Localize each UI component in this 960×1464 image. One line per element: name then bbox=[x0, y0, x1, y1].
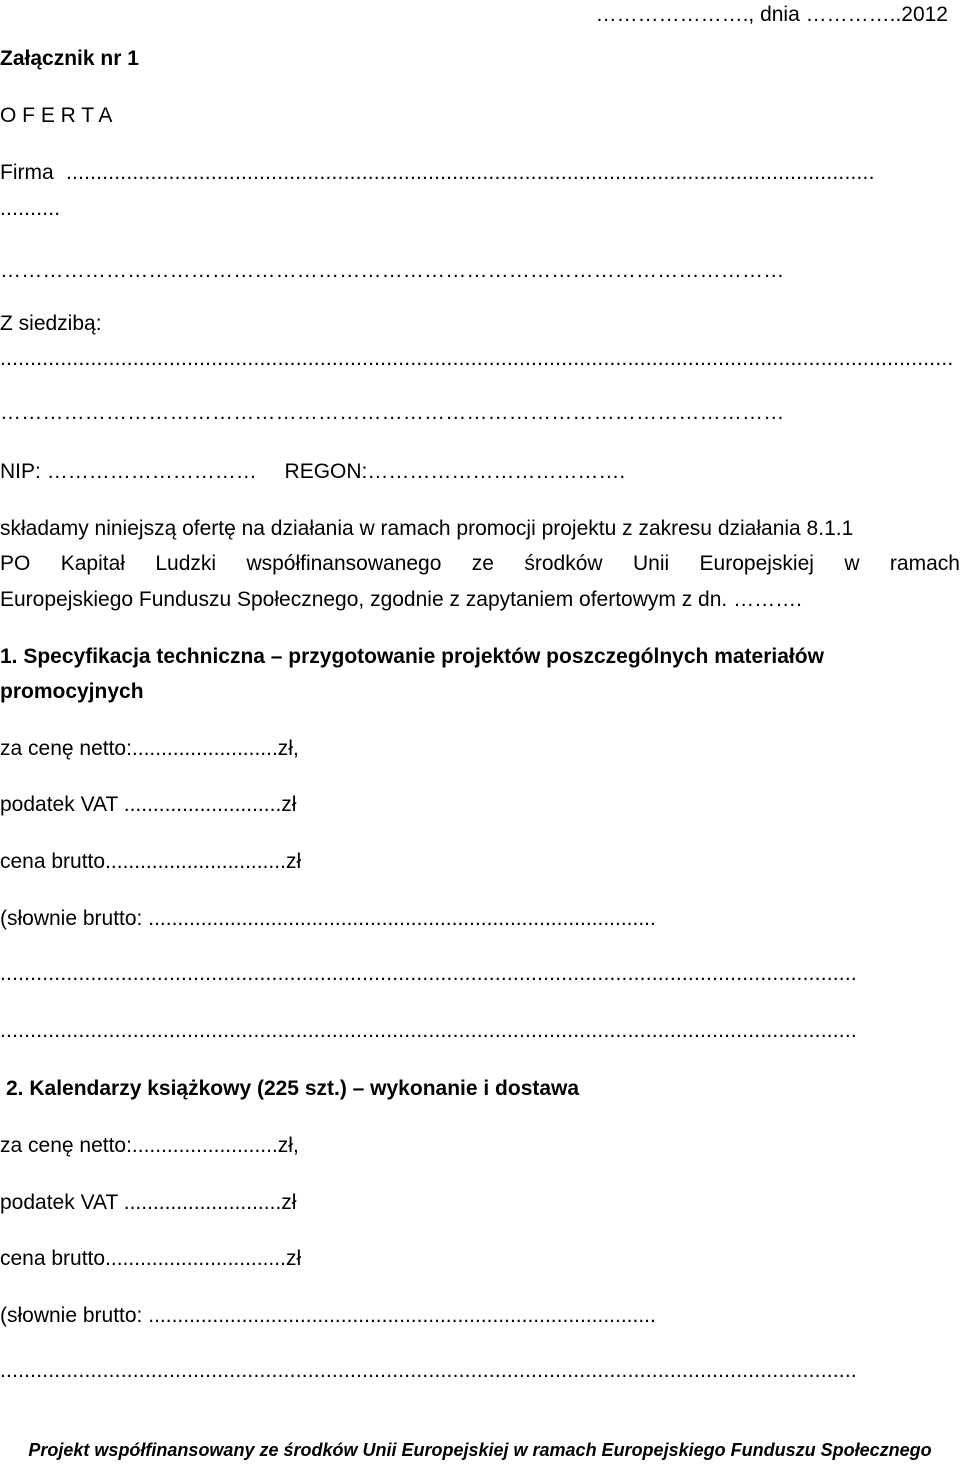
regon-label: REGON: bbox=[284, 460, 368, 483]
section1-words: (słownie brutto: ....................................................................................... bbox=[0, 907, 656, 930]
intro-word: Kapitał bbox=[60, 552, 125, 575]
intro-word: ze bbox=[471, 552, 494, 575]
section1-gross: cena brutto...............................zł bbox=[0, 850, 302, 873]
company-name-dots: ...................................................................................................................................... bbox=[66, 161, 875, 184]
section1-heading-2: promocyjnych bbox=[0, 680, 144, 703]
offer-title: O F E R T A bbox=[0, 104, 113, 127]
section2-gross: cena brutto...............................zł bbox=[0, 1247, 302, 1270]
intro-word: środków bbox=[524, 552, 603, 575]
date-line: …………………., dnia …………..2012 bbox=[595, 3, 948, 26]
section2-words: (słownie brutto: ....................................................................................... bbox=[0, 1304, 656, 1327]
intro-word: Ludzki bbox=[155, 552, 217, 575]
intro-word: PO bbox=[0, 552, 31, 575]
seat-label: Z siedzibą: bbox=[0, 312, 102, 335]
company-name-label: Firma bbox=[0, 161, 54, 184]
intro-word: Unii bbox=[632, 552, 670, 575]
intro-word: Europejskiej bbox=[699, 552, 814, 575]
company-name-dots-2: .......... bbox=[0, 197, 61, 220]
section2-heading: 2. Kalendarzy książkowy (225 szt.) – wykonanie i dostawa bbox=[6, 1077, 580, 1100]
attachment-label: Załącznik nr 1 bbox=[0, 47, 139, 70]
footer-text: Projekt współfinansowany ze środków Unii Europejskiej w ramach Europejskiego Funduszu Społecznego bbox=[28, 1440, 932, 1460]
intro-line-2 bbox=[0, 551, 960, 577]
intro-line-3: Europejskiego Funduszu Społecznego, zgodnie z zapytaniem ofertowym z dn. ………. bbox=[0, 588, 802, 611]
intro-word: w bbox=[844, 552, 860, 575]
seat-dots: .............................................................................................................................................................. bbox=[0, 347, 954, 370]
company-name-dots-3: ………………………………………………………………………………………………… bbox=[0, 259, 785, 282]
regon-dots: ………………………………. bbox=[367, 460, 626, 483]
seat-dots-2: ………………………………………………………………………………………………… bbox=[0, 401, 785, 424]
intro-word: współfinansowanego bbox=[246, 552, 442, 575]
nip-label: NIP: bbox=[0, 460, 41, 483]
section1-vat: podatek VAT ...........................zł bbox=[0, 793, 297, 816]
nip-regon-line bbox=[0, 459, 625, 485]
section1-heading-1: 1. Specyfikacja techniczna – przygotowanie projektów poszczególnych materiałów bbox=[0, 645, 824, 668]
section2-words-dots-1: .............................................................................................................................................. bbox=[0, 1359, 857, 1382]
section1-net: za cenę netto:.........................zł, bbox=[0, 737, 299, 760]
intro-line-1: składamy niniejszą ofertę na działania w ramach promocji projektu z zakresu działania 8.1.1 bbox=[0, 517, 854, 540]
nip-dots: ………………………… bbox=[46, 460, 257, 483]
section1-words-dots-2: .............................................................................................................................................. bbox=[0, 1019, 857, 1042]
section2-net: za cenę netto:.........................zł, bbox=[0, 1134, 299, 1157]
intro-word: ramach bbox=[889, 552, 960, 575]
section2-vat: podatek VAT ...........................zł bbox=[0, 1191, 297, 1214]
section1-words-dots-1: .............................................................................................................................................. bbox=[0, 962, 857, 985]
